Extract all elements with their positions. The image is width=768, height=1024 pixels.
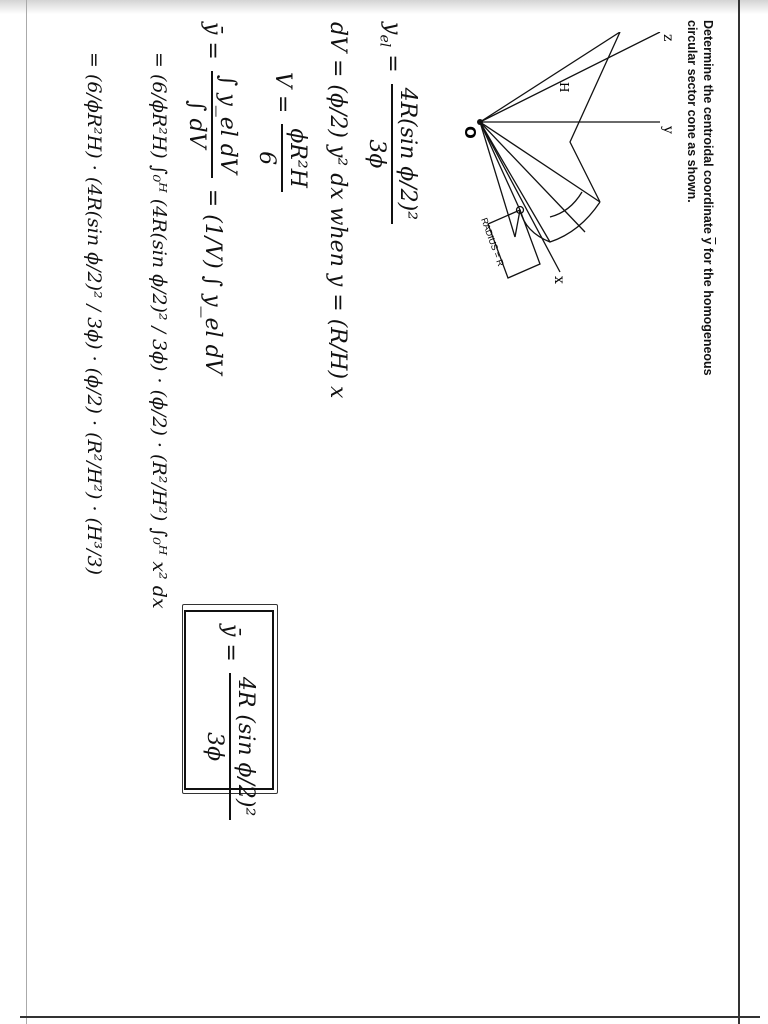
yel-denominator: 3ϕ [364,139,389,169]
dv-line: dV = (ϕ/2) y² dx when y = (R/H) x [325,22,350,399]
volume-denominator: 6 [254,151,279,166]
label-h: H [557,82,571,93]
yel-fraction [364,84,420,224]
rotated-page-content [20,12,720,1012]
answer-numerator: 4R (sin ϕ/2)² [229,673,258,820]
final-answer [202,624,258,824]
volume-fraction [254,124,310,192]
answer-denominator: 3ϕ [202,732,227,762]
page-right-edge [738,0,740,1024]
volume-line [254,72,310,196]
label-y: y [660,126,676,134]
ybar-symbol: $\overline{y}$ [701,237,715,245]
yel-numerator: 4R(sin ϕ/2)² [391,84,420,224]
label-o: O [461,126,479,139]
label-x: x [551,276,567,284]
yel-subscript: el [376,34,393,48]
problem-statement [684,20,716,480]
inner-arc [550,192,582,217]
answer-fraction [202,673,258,820]
problem-text-3: circular sector cone as shown. [685,20,699,203]
problem-text-2: for the homogeneous [701,244,715,376]
yel-line: $y_{el}$ = 4R(sin ϕ/2)² 3ϕ [364,22,420,228]
evaluation-line: = (6/ϕR²H) · (4R(sin ϕ/2)² / 3ϕ) · (ϕ/2) · (R²/H²) · (H³/3) [83,52,105,576]
ybar-fraction [184,71,240,178]
yel-symbol: y [380,22,405,35]
problem-text-1: Determine the centroidal coordinate [701,20,715,238]
label-z: z [660,34,676,42]
sector-cone-figure [410,32,680,362]
ybar-numerator: ∫ y_el dV [211,71,240,178]
z-axis [480,32,660,122]
page-bottom-edge [20,1016,760,1018]
sector-arc [520,202,600,242]
label-radius: RADIUS = R [479,216,506,268]
ybar-lhs: ȳ = [200,22,225,67]
cone-outline [570,32,620,202]
volume-lhs: V = [270,72,295,121]
answer-lhs: ȳ = [218,624,243,669]
ybar-rhs: = (1/V) ∫ y_el dV [200,188,225,375]
volume-numerator: ϕR²H [281,124,310,192]
cone-edge-2 [480,122,585,232]
substitution-line: = (6/ϕR²H) ∫₀ᴴ (4R(sin ϕ/2)² / 3ϕ) · (ϕ/2) · (R²/H²) ∫₀ᴴ x² dx [148,52,170,609]
ybar-definition-line [184,22,240,375]
ybar-denominator: ∫ dV [184,100,209,149]
